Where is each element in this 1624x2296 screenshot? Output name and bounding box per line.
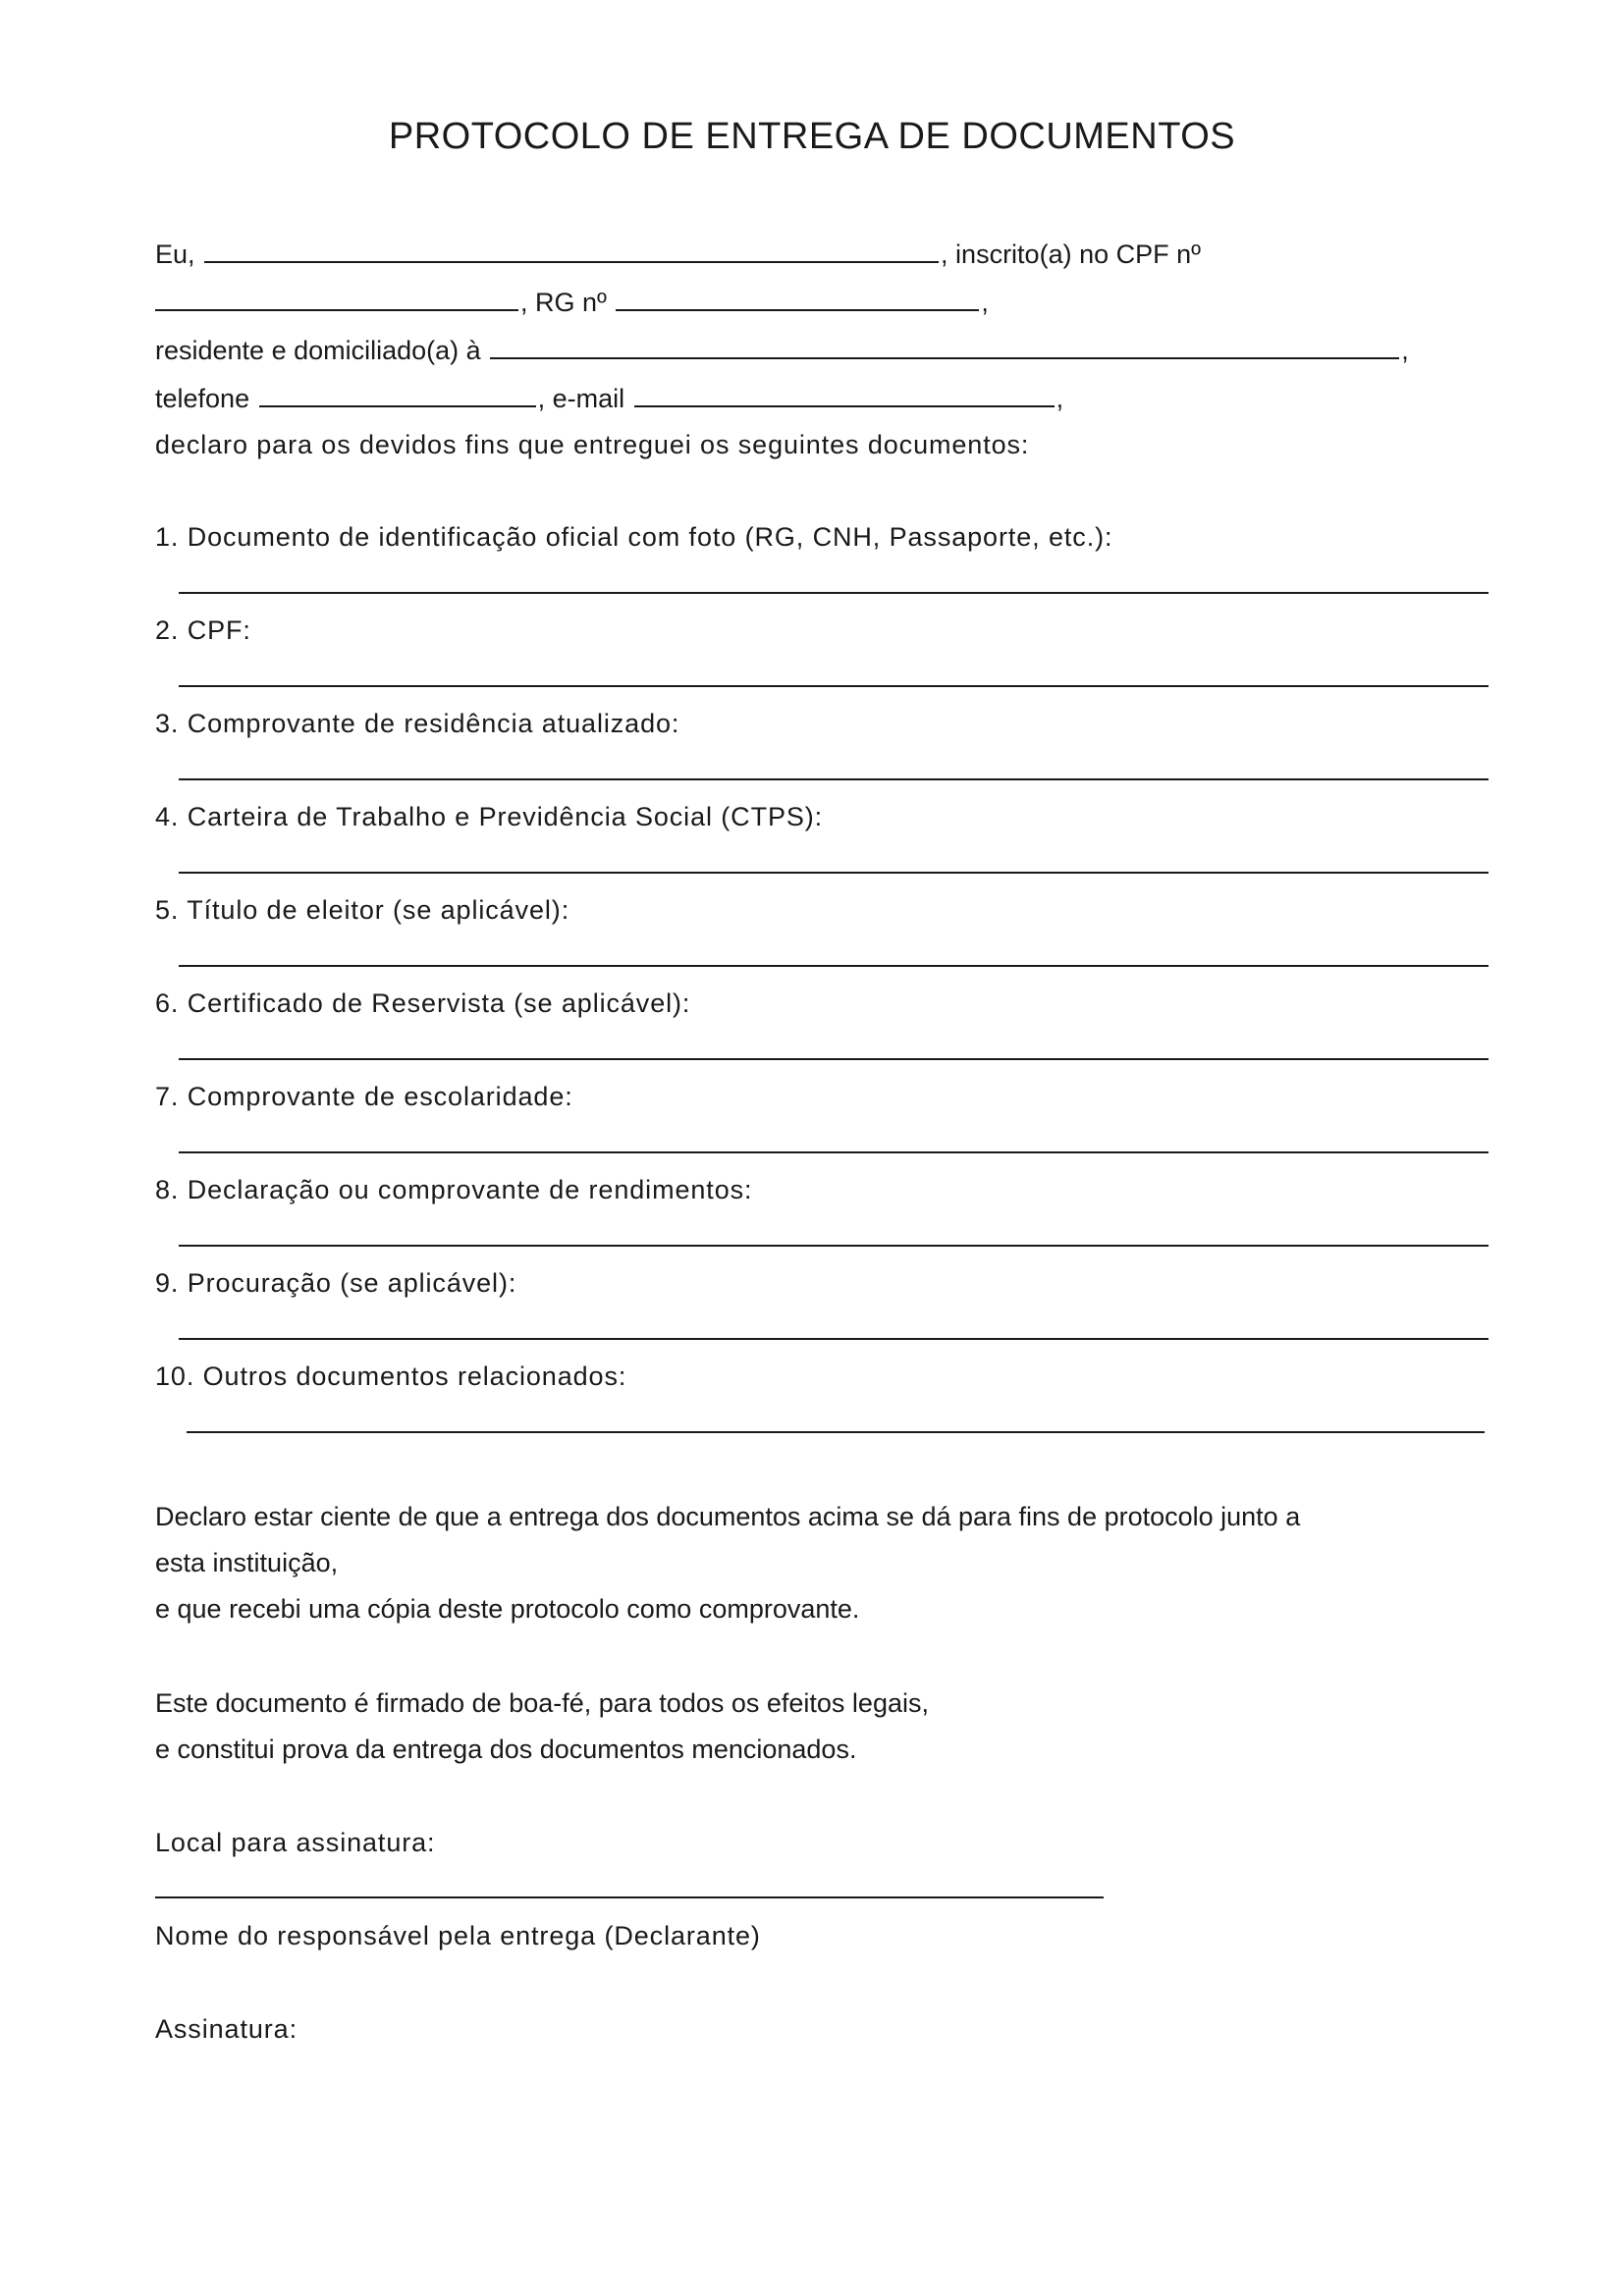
label-rg-end: ,: [981, 288, 989, 317]
declaration-line-1: [155, 238, 1201, 271]
document-line-2[interactable]: [179, 685, 1489, 687]
declaration-line-4: [155, 382, 1063, 415]
signature-local-line[interactable]: [155, 1896, 1104, 1898]
document-item-7: 7. Comprovante de escolaridade:: [155, 1082, 573, 1111]
phone-field[interactable]: [259, 382, 536, 407]
document-line-4[interactable]: [179, 872, 1489, 874]
document-line-7[interactable]: [179, 1151, 1489, 1153]
document-line-10[interactable]: [187, 1431, 1485, 1433]
paragraph-1-line-2: esta instituição,: [155, 1548, 339, 1577]
cpf-field[interactable]: [155, 286, 518, 311]
paragraph-1-line-1: Declaro estar ciente de que a entrega dos documentos acima se dá para fins de protocolo junto a: [155, 1502, 1301, 1531]
document-item-6: 6. Certificado de Reservista (se aplicável):: [155, 988, 691, 1018]
name-field[interactable]: [204, 238, 939, 263]
label-cpf: , inscrito(a) no CPF nº: [941, 240, 1201, 269]
paragraph-2-line-1: Este documento é firmado de boa-fé, para todos os efeitos legais,: [155, 1688, 929, 1718]
document-item-5: 5. Título de eleitor (se aplicável):: [155, 895, 570, 925]
label-rg: , RG nº: [520, 288, 607, 317]
address-field[interactable]: [490, 334, 1399, 359]
document-line-8[interactable]: [179, 1245, 1489, 1247]
document-line-3[interactable]: [179, 778, 1489, 780]
declaration-line-2: [155, 286, 989, 319]
paragraph-1-line-3: e que recebi uma cópia deste protocolo como comprovante.: [155, 1594, 860, 1624]
document-item-1: 1. Documento de identificação oficial com foto (RG, CNH, Passaporte, etc.):: [155, 522, 1113, 552]
document-item-10: 10. Outros documentos relacionados:: [155, 1362, 627, 1391]
document-item-3: 3. Comprovante de residência atualizado:: [155, 709, 680, 738]
rg-field[interactable]: [616, 286, 979, 311]
signature-name-label: Nome do responsável pela entrega (Declarante): [155, 1921, 761, 1950]
declaration-line-3: [155, 334, 1409, 367]
document-item-2: 2. CPF:: [155, 615, 251, 645]
document-line-9[interactable]: [179, 1338, 1489, 1340]
label-email: , e-mail: [537, 384, 625, 413]
document-item-4: 4. Carteira de Trabalho e Previdência Social (CTPS):: [155, 802, 824, 831]
paragraph-2-line-2: e constitui prova da entrega dos documentos mencionados.: [155, 1735, 857, 1764]
document-title: PROTOCOLO DE ENTREGA DE DOCUMENTOS: [388, 116, 1236, 157]
document-line-6[interactable]: [179, 1058, 1489, 1060]
signature-local-label: Local para assinatura:: [155, 1828, 436, 1857]
signature-label: Assinatura:: [155, 2014, 298, 2044]
label-email-end: ,: [1056, 384, 1064, 413]
declaration-line-5: declaro para os devidos fins que entreguei os seguintes documentos:: [155, 430, 1030, 459]
email-field[interactable]: [634, 382, 1055, 407]
document-item-8: 8. Declaração ou comprovante de rendimentos:: [155, 1175, 753, 1204]
document-line-5[interactable]: [179, 965, 1489, 967]
label-residente-end: ,: [1401, 336, 1409, 365]
document-line-1[interactable]: [179, 592, 1489, 594]
document-item-9: 9. Procuração (se aplicável):: [155, 1268, 517, 1298]
label-eu: Eu,: [155, 240, 195, 269]
label-residente: residente e domiciliado(a) à: [155, 336, 481, 365]
label-telefone: telefone: [155, 384, 250, 413]
